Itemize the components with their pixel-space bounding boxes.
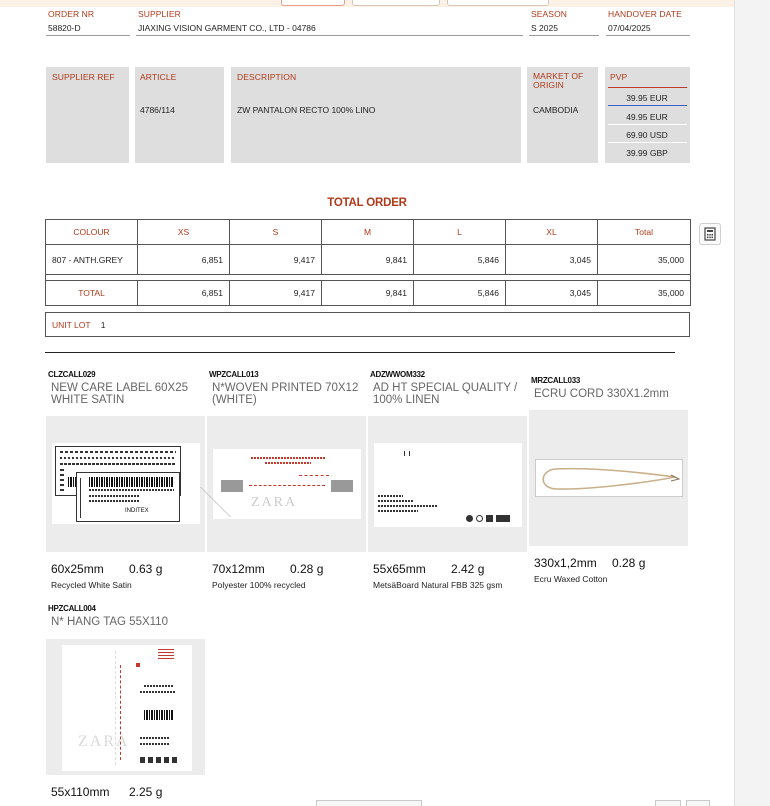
zara-logo: ZARA [78, 733, 130, 750]
cell-m: 9,841 [322, 245, 414, 275]
trim-material: Ecru Waxed Cotton [534, 574, 608, 584]
trim-name: AD HT SPECIAL QUALITY / 100% LINEN [373, 382, 518, 406]
pvp-eur-1: 39.95 EUR [626, 93, 668, 103]
woven-label-image[interactable] [207, 416, 366, 552]
pvp-box [605, 67, 690, 163]
total-xs: 6,851 [138, 281, 230, 306]
pvp-eur-2: 49.95 EUR [626, 112, 668, 122]
pvp-label: PVP [610, 72, 628, 82]
field-underline [529, 35, 599, 36]
pvp-divider [608, 124, 687, 125]
order-nr-label: ORDER NR [48, 9, 95, 19]
table-header-row [46, 220, 691, 245]
trim-code: MRZCALL033 [531, 376, 581, 385]
cell-s: 9,417 [230, 245, 322, 275]
supplier-ref-label: SUPPLIER REF [52, 72, 115, 82]
total-s: 9,417 [230, 281, 322, 306]
zara-logo: ZARA [251, 495, 298, 510]
pvp-usd: 69.90 USD [626, 130, 668, 140]
article-box [135, 67, 224, 163]
trim-size: 70x12mm [212, 562, 265, 576]
col-header-m: M [322, 220, 414, 245]
care-label-art [52, 443, 200, 524]
trim-size: 55x110mm [51, 785, 110, 799]
unit-lot-box [45, 312, 690, 337]
trim-material: MetsäBoard Natural FBB 325 gsm [373, 580, 503, 590]
trim-card[interactable] [531, 376, 686, 400]
supplier-ref-box [46, 67, 129, 163]
trim-size: 330x1,2mm [534, 556, 597, 570]
unit-lot-value: 1 [100, 320, 106, 330]
article-value: 4786/114 [140, 105, 175, 115]
care-label-front [76, 472, 180, 522]
trim-card[interactable] [209, 370, 364, 406]
trim-material: Polyester 100% recycled [212, 580, 306, 590]
care-label-image[interactable] [46, 416, 205, 552]
section-divider [45, 352, 675, 353]
hangtag-image[interactable] [368, 416, 527, 552]
table-total-row [46, 281, 691, 306]
season-value: S 2025 [531, 23, 558, 33]
col-header-colour: COLOUR [46, 220, 138, 245]
toolbar-tab-button[interactable] [352, 0, 440, 6]
cell-total: 35,000 [598, 245, 691, 275]
col-header-l: L [414, 220, 506, 245]
handover-date-label: HANDOVER DATE [608, 9, 682, 19]
total-order-title: TOTAL ORDER [327, 197, 407, 209]
handover-date-value: 07/04/2025 [608, 23, 651, 33]
hang-tag-image[interactable] [46, 639, 205, 775]
inditex-mark: INDITEX [125, 508, 149, 514]
scroll-gutter[interactable] [734, 0, 770, 806]
toolbar-tab-button[interactable] [281, 0, 345, 6]
trim-name: ECRU CORD 330X1.2mm [534, 388, 669, 400]
trim-size: 55x65mm [373, 562, 426, 576]
total-xl: 3,045 [506, 281, 598, 306]
description-label: DESCRIPTION [237, 72, 297, 82]
trim-weight: 0.63 g [129, 562, 163, 576]
trim-card[interactable] [48, 370, 203, 406]
trim-material: Recycled White Satin [51, 580, 132, 590]
total-total: 35,000 [598, 281, 691, 306]
col-header-xs: XS [138, 220, 230, 245]
total-l: 5,846 [414, 281, 506, 306]
trim-weight: 2.42 g [451, 562, 485, 576]
article-label: ARTICLE [140, 72, 177, 82]
season-label: SEASON [531, 9, 568, 19]
trim-card[interactable] [48, 604, 203, 628]
cell-xs: 6,851 [138, 245, 230, 275]
trim-size: 60x25mm [51, 562, 104, 576]
cell-colour: 807 - ANTH.GREY [46, 245, 138, 275]
trim-weight: 0.28 g [612, 556, 646, 570]
trim-code: CLZCALL029 [48, 370, 96, 379]
total-row-label: TOTAL [46, 281, 138, 306]
bottom-tab-button[interactable] [686, 800, 710, 806]
bottom-tab-button[interactable] [655, 800, 681, 806]
woven-label-art [213, 449, 361, 519]
market-of-origin-box [527, 67, 598, 163]
trim-code: HPZCALL004 [48, 604, 96, 613]
trim-weight: 2.25 g [129, 785, 163, 799]
total-order-table [45, 219, 691, 306]
pvp-gbp: 39.99 GBP [626, 148, 668, 158]
supplier-value: JIAXING VISION GARMENT CO., LTD - 04786 [138, 23, 316, 33]
cell-xl: 3,045 [506, 245, 598, 275]
table-row [46, 245, 691, 275]
cell-l: 5,846 [414, 245, 506, 275]
field-underline [606, 35, 690, 36]
col-header-s: S [230, 220, 322, 245]
trim-weight: 0.28 g [290, 562, 324, 576]
pvp-blue-line [608, 105, 687, 106]
col-header-total: Total [598, 220, 691, 245]
trim-name: N*WOVEN PRINTED 70X12 (WHITE) [212, 382, 359, 406]
order-nr-value: 58820-D [48, 23, 81, 33]
toolbar-tab-button[interactable] [447, 0, 549, 6]
supplier-label: SUPPLIER [138, 9, 181, 19]
bottom-tab-button[interactable] [316, 800, 422, 806]
unit-lot-label: UNIT LOT [52, 320, 91, 330]
col-header-xl: XL [506, 220, 598, 245]
trim-code: WPZCALL013 [209, 370, 259, 379]
pvp-red-line [608, 87, 687, 88]
calculator-icon[interactable] [699, 223, 721, 245]
hang-tag-art [62, 645, 192, 771]
field-underline [46, 35, 130, 36]
trim-code: ADZWWOM332 [370, 370, 425, 379]
total-m: 9,841 [322, 281, 414, 306]
trim-card[interactable] [370, 370, 525, 406]
trim-name: NEW CARE LABEL 60X25 WHITE SATIN [51, 382, 188, 406]
description-value: ZW PANTALON RECTO 100% LINO [237, 105, 376, 115]
description-box [231, 67, 521, 163]
origin-value: CAMBODIA [533, 105, 579, 115]
cord-image[interactable] [529, 410, 688, 546]
field-underline [136, 35, 523, 36]
hangtag-art [374, 443, 522, 527]
trim-name: N* HANG TAG 55X110 [51, 616, 168, 628]
pvp-divider [608, 142, 687, 143]
cord-art [535, 459, 683, 497]
origin-label: MARKET OF ORIGIN [533, 71, 584, 90]
